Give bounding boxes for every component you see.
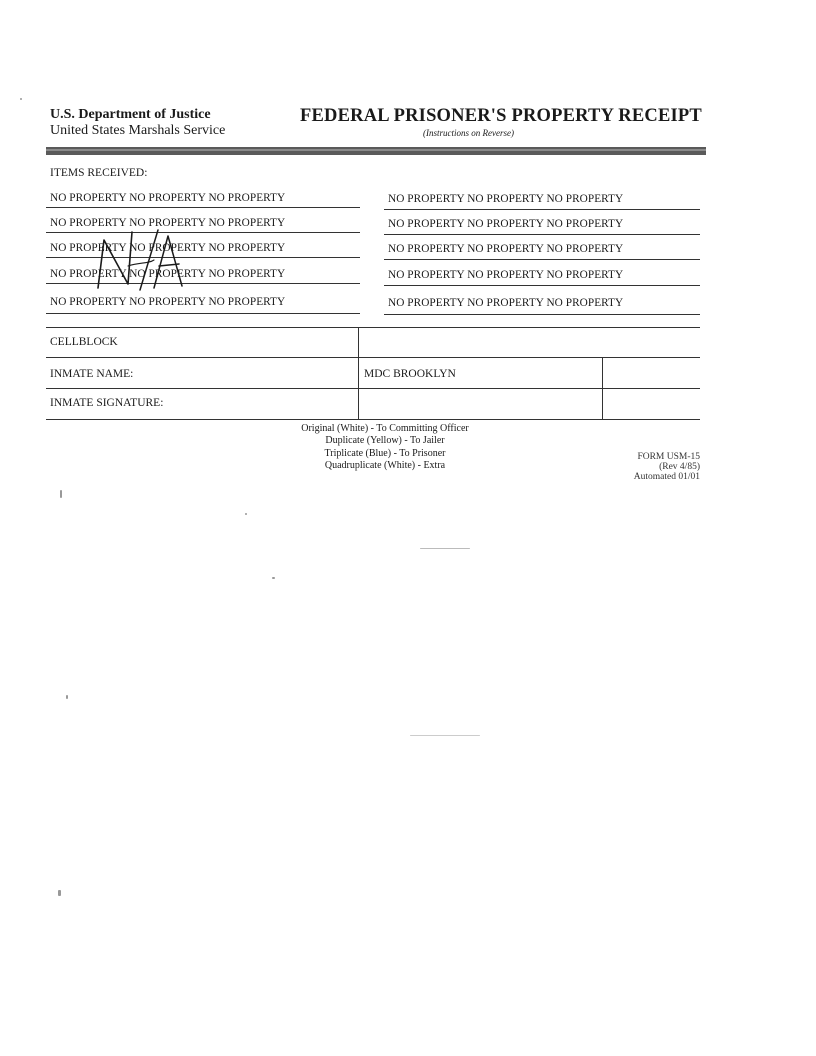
item-right-3: NO PROPERTY NO PROPERTY NO PROPERTY — [388, 243, 624, 255]
item-left-1: NO PROPERTY NO PROPERTY NO PROPERTY — [50, 192, 286, 204]
form-subtitle: (Instructions on Reverse) — [423, 128, 514, 138]
handwritten-na-mark — [88, 226, 198, 296]
item-right-4: NO PROPERTY NO PROPERTY NO PROPERTY — [388, 269, 624, 281]
item-right-1-underline — [384, 209, 700, 210]
item-left-2: NO PROPERTY NO PROPERTY NO PROPERTY — [50, 217, 286, 229]
table-divider-1 — [358, 327, 359, 419]
form-automated: Automated 01/01 — [633, 472, 700, 482]
scan-speck — [272, 577, 275, 579]
inmate-name-label: INMATE NAME: — [50, 368, 134, 380]
item-right-1: NO PROPERTY NO PROPERTY NO PROPERTY — [388, 193, 624, 205]
copy-triplicate: Triplicate (Blue) - To Prisoner — [324, 447, 446, 459]
item-left-5-underline — [46, 313, 360, 314]
scan-speck — [58, 890, 61, 896]
table-top-rule — [46, 327, 700, 328]
item-right-2-underline — [384, 234, 700, 235]
scan-speck — [66, 695, 68, 699]
form-number-block — [610, 452, 700, 482]
copy-quadruplicate: Quadruplicate (White) - Extra — [324, 460, 446, 472]
scan-speck — [245, 513, 247, 515]
item-right-2: NO PROPERTY NO PROPERTY NO PROPERTY — [388, 218, 624, 230]
item-left-1-underline — [46, 207, 360, 208]
scan-speck — [20, 98, 22, 100]
agency-line-1: U.S. Department of Justice — [50, 107, 211, 122]
item-right-4-underline — [384, 285, 700, 286]
institution-value: MDC BROOKLYN — [364, 368, 456, 380]
copy-duplicate: Duplicate (Yellow) - To Jailer — [325, 435, 445, 447]
form-number: FORM USM-15 — [637, 452, 700, 462]
agency-line-2: United States Marshals Service — [50, 123, 226, 138]
scan-speck — [410, 735, 480, 736]
inmate-signature-label: INMATE SIGNATURE: — [50, 397, 164, 409]
scan-speck — [420, 548, 470, 549]
item-left-4: NO PROPERTY NO PROPERTY NO PROPERTY — [50, 268, 286, 280]
item-right-5-underline — [384, 314, 700, 315]
cellblock-label: CELLBLOCK — [50, 336, 118, 348]
item-left-5: NO PROPERTY NO PROPERTY NO PROPERTY — [50, 296, 286, 308]
item-right-5: NO PROPERTY NO PROPERTY NO PROPERTY — [388, 297, 624, 309]
scan-speck — [60, 490, 62, 498]
table-rule-3 — [46, 388, 700, 389]
copy-distribution — [270, 423, 500, 473]
form-title: FEDERAL PRISONER'S PROPERTY RECEIPT — [300, 106, 702, 126]
item-left-3: NO PROPERTY NO PROPERTY NO PROPERTY — [50, 242, 286, 254]
header-rule — [46, 147, 706, 155]
item-right-3-underline — [384, 259, 700, 260]
agency-block — [50, 107, 225, 139]
copy-original: Original (White) - To Committing Officer — [301, 423, 469, 434]
form-revision: (Rev 4/85) — [659, 462, 700, 472]
items-received-label: ITEMS RECEIVED: — [50, 167, 148, 179]
table-bottom-rule — [46, 419, 700, 420]
